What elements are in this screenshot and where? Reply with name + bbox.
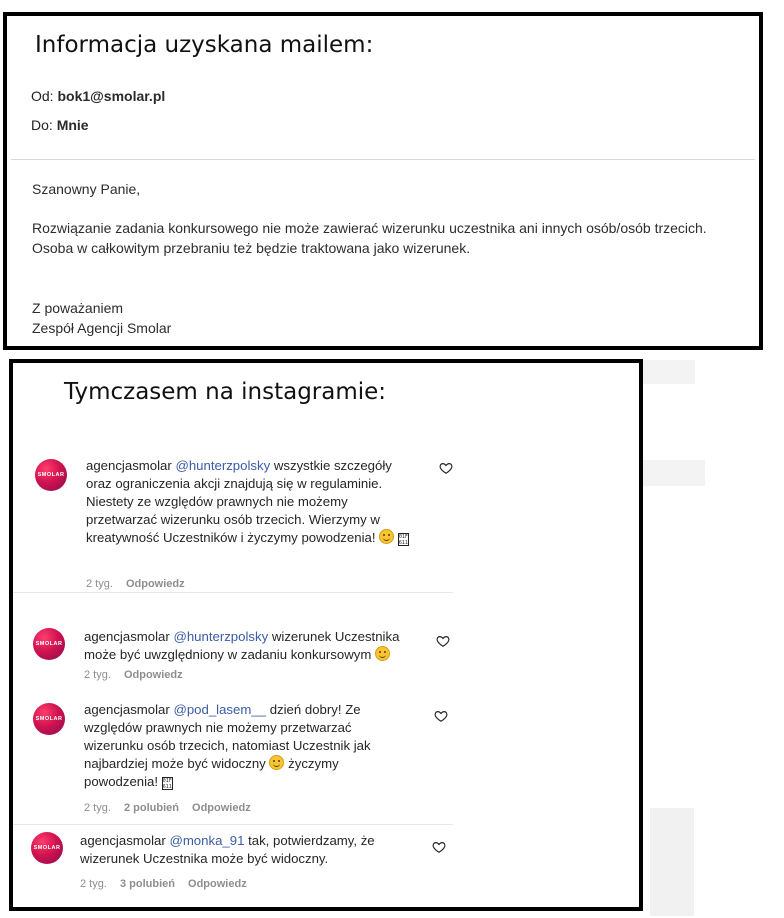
to-label: Do:	[31, 117, 53, 133]
instagram-heading: Tymczasem na instagramie:	[64, 379, 387, 405]
email-to-row	[31, 117, 89, 133]
email-greeting: Szanowny Panie,	[32, 181, 141, 197]
reply-button[interactable]: Odpowiedz	[125, 578, 185, 590]
comment-text	[84, 628, 424, 664]
likes-count[interactable]: 3 polubień	[119, 878, 175, 890]
missing-glyph-icon: 01F 611	[398, 534, 408, 546]
email-divider	[11, 159, 755, 160]
comment-time[interactable]: 2 tyg.	[84, 802, 111, 814]
comment-separator	[13, 592, 453, 593]
from-label: Od:	[31, 88, 54, 104]
comment-body: tak, potwierdzamy, że wizerunek Uczestnika może być widoczny.	[80, 833, 375, 866]
comment-time[interactable]: 2 tyg.	[86, 578, 113, 590]
comment-text	[86, 457, 411, 547]
comment-mention[interactable]: @hunterzpolsky	[175, 458, 271, 473]
comment-meta	[84, 669, 193, 681]
comment-body: wszystkie szczegóły oraz ograniczenia akcji znajdują się w regulaminie. Niestety ze względów prawnych nie możemy przetwarzać wizerunku osób trzecich. Wierzymy w kreatywność Uczestników i życzymy powodzenia!	[86, 458, 392, 545]
smiling-face-icon	[269, 755, 284, 770]
comment-mention[interactable]: @pod_lasem__	[173, 702, 267, 717]
heart-icon[interactable]	[432, 840, 446, 854]
comment-body: wizerunek Uczestnika może być uwzględniony w zadaniu konkursowym	[84, 629, 400, 662]
reply-button[interactable]: Odpowiedz	[188, 878, 247, 890]
email-closing: Z poważaniem	[32, 300, 124, 316]
comment-username[interactable]: agencjasmolar	[84, 702, 170, 717]
reply-button[interactable]: Odpowiedz	[192, 802, 251, 814]
comment-meta	[86, 578, 195, 590]
email-body	[32, 179, 762, 338]
comment-username[interactable]: agencjasmolar	[80, 833, 166, 848]
avatar[interactable]: SMOLAR	[33, 628, 65, 660]
email-signature: Zespół Agencji Smolar	[32, 320, 172, 336]
comment-meta	[80, 878, 257, 890]
smiling-face-icon	[375, 646, 390, 661]
comment-text	[80, 832, 410, 868]
comment-separator	[13, 824, 453, 825]
email-from-row	[31, 88, 165, 104]
reply-button[interactable]: Odpowiedz	[123, 669, 183, 681]
instagram-panel	[9, 359, 643, 911]
avatar[interactable]: SMOLAR	[33, 703, 65, 735]
heart-icon[interactable]	[436, 634, 450, 648]
email-panel	[3, 12, 763, 350]
likes-count[interactable]: 2 polubień	[123, 802, 179, 814]
smiling-face-icon	[379, 529, 394, 544]
comment-username[interactable]: agencjasmolar	[84, 629, 170, 644]
comment-mention[interactable]: @monka_91	[169, 833, 245, 848]
avatar[interactable]: SMOLAR	[35, 459, 67, 491]
comment-meta	[84, 802, 261, 814]
heart-icon[interactable]	[434, 709, 448, 723]
comment-username[interactable]: agencjasmolar	[86, 458, 172, 473]
to-recipient: Mnie	[56, 117, 89, 133]
background-artifact	[650, 808, 694, 916]
comment-time[interactable]: 2 tyg.	[84, 669, 111, 681]
comment-body-tail: życzymy powodzenia!	[84, 756, 339, 789]
comment-time[interactable]: 2 tyg.	[80, 878, 107, 890]
email-heading: Informacja uzyskana mailem:	[35, 32, 374, 58]
comment-body: dzień dobry! Ze względów prawnych nie możemy przetwarzać wizerunku osób trzecich, natomiast Uczestnik jak najbardziej może być widoczny	[84, 702, 371, 771]
heart-icon[interactable]	[439, 461, 453, 475]
avatar[interactable]: SMOLAR	[31, 832, 63, 864]
missing-glyph-icon: 01F 611	[162, 778, 172, 790]
from-address[interactable]: bok1@smolar.pl	[57, 88, 166, 104]
email-body-line: Osoba w całkowitym przebraniu też będzie traktowana jako wizerunek.	[32, 240, 471, 256]
comment-text	[84, 701, 404, 791]
comment-mention[interactable]: @hunterzpolsky	[173, 629, 269, 644]
email-body-line: Rozwiązanie zadania konkursowego nie może zawierać wizerunku uczestnika ani innych osób/osób trzecich.	[32, 220, 707, 236]
